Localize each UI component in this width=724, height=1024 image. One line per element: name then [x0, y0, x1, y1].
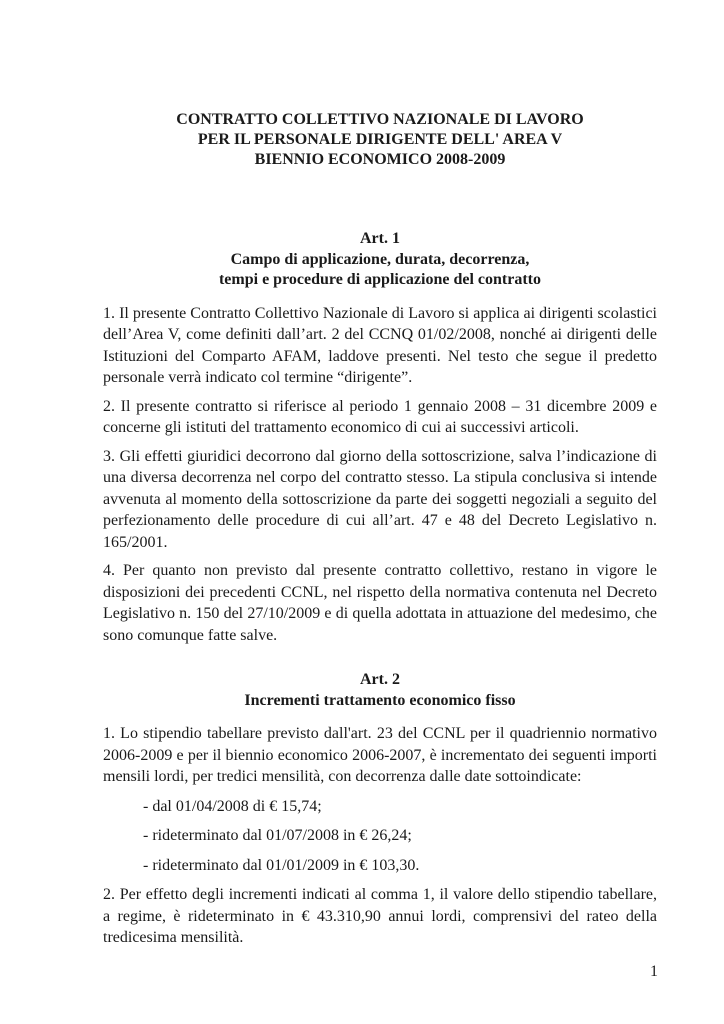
article-1-paragraph-3: 3. Gli effetti giuridici decorrono dal giorno della sottoscrizione, salva l’indicazione di una diversa decorrenza nel corpo del contratto stesso. La stipula conclusiva si intende avvenuta al momento della sottoscrizione da parte dei soggetti negoziali a seguito del perfezionamento delle procedure di cui all’art. 47 e 48 del Decreto Legislativo n. 165/2001.	[103, 447, 657, 551]
article-1-number: Art. 1	[360, 230, 400, 247]
article-2-number: Art. 2	[360, 671, 400, 688]
article-1-paragraph-1: 1. Il presente Contratto Collettivo Nazionale di Lavoro si applica ai dirigenti scolastici dell’Area V, come definiti dall’art. 2 del CCNQ 01/02/2008, nonché ai dirigenti delle Istituzioni del Comparto AFAM, laddove presenti. Nel testo che segue il predetto personale verrà indicato col termine “dirigente”.	[103, 304, 657, 386]
list-item: - rideterminato dal 01/07/2008 in € 26,24;	[143, 827, 412, 844]
article-2-heading	[103, 670, 657, 711]
article-1-heading	[103, 229, 657, 291]
article-2-paragraph-1: 1. Lo stipendio tabellare previsto dall'art. 23 del CCNL per il quadriennio normativo 2006-2009 e per il biennio economico 2006-2007, è incrementato dei seguenti importi mensili lordi, per tredici mensilità, con decorrenza dalle date sottoindicate:	[103, 725, 657, 785]
article-2-paragraph-2: 2. Per effetto degli incrementi indicati al comma 1, il valore dello stipendio tabellare, a regime, è rideterminato in € 43.310,90 annui lordi, comprensivi del rateo della tredicesima mensilità.	[103, 886, 657, 946]
document-page	[103, 110, 657, 956]
page-number: 1	[650, 963, 658, 980]
title-line-2: PER IL PERSONALE DIRIGENTE DELL' AREA V	[197, 131, 563, 148]
article-1-title-line-1: Campo di applicazione, durata, decorrenza,	[230, 250, 530, 268]
list-item: - dal 01/04/2008 di € 15,74;	[143, 797, 322, 815]
article-2-title: Incrementi trattamento economico fisso	[244, 691, 516, 709]
title-line-1: CONTRATTO COLLETTIVO NAZIONALE DI LAVORO	[176, 111, 584, 128]
list-item: - rideterminato dal 01/01/2009 in € 103,30.	[143, 856, 420, 874]
document-title	[103, 110, 657, 170]
title-line-3: BIENNIO ECONOMICO 2008-2009	[254, 151, 506, 168]
article-1-paragraph-4: 4. Per quanto non previsto dal presente contratto collettivo, restano in vigore le disposizioni dei precedenti CCNL, nel rispetto della normativa contenuta nel Decreto Legislativo n. 150 del 27/10/2009 e di quella adottata in attuazione del medesimo, che sono comunque fatte salve.	[103, 562, 657, 644]
article-1-title-line-2: tempi e procedure di applicazione del contratto	[218, 271, 542, 288]
article-1-paragraph-2: 2. Il presente contratto si riferisce al periodo 1 gennaio 2008 – 31 dicembre 2009 e concerne gli istituti del trattamento economico di cui ai successivi articoli.	[103, 397, 657, 436]
